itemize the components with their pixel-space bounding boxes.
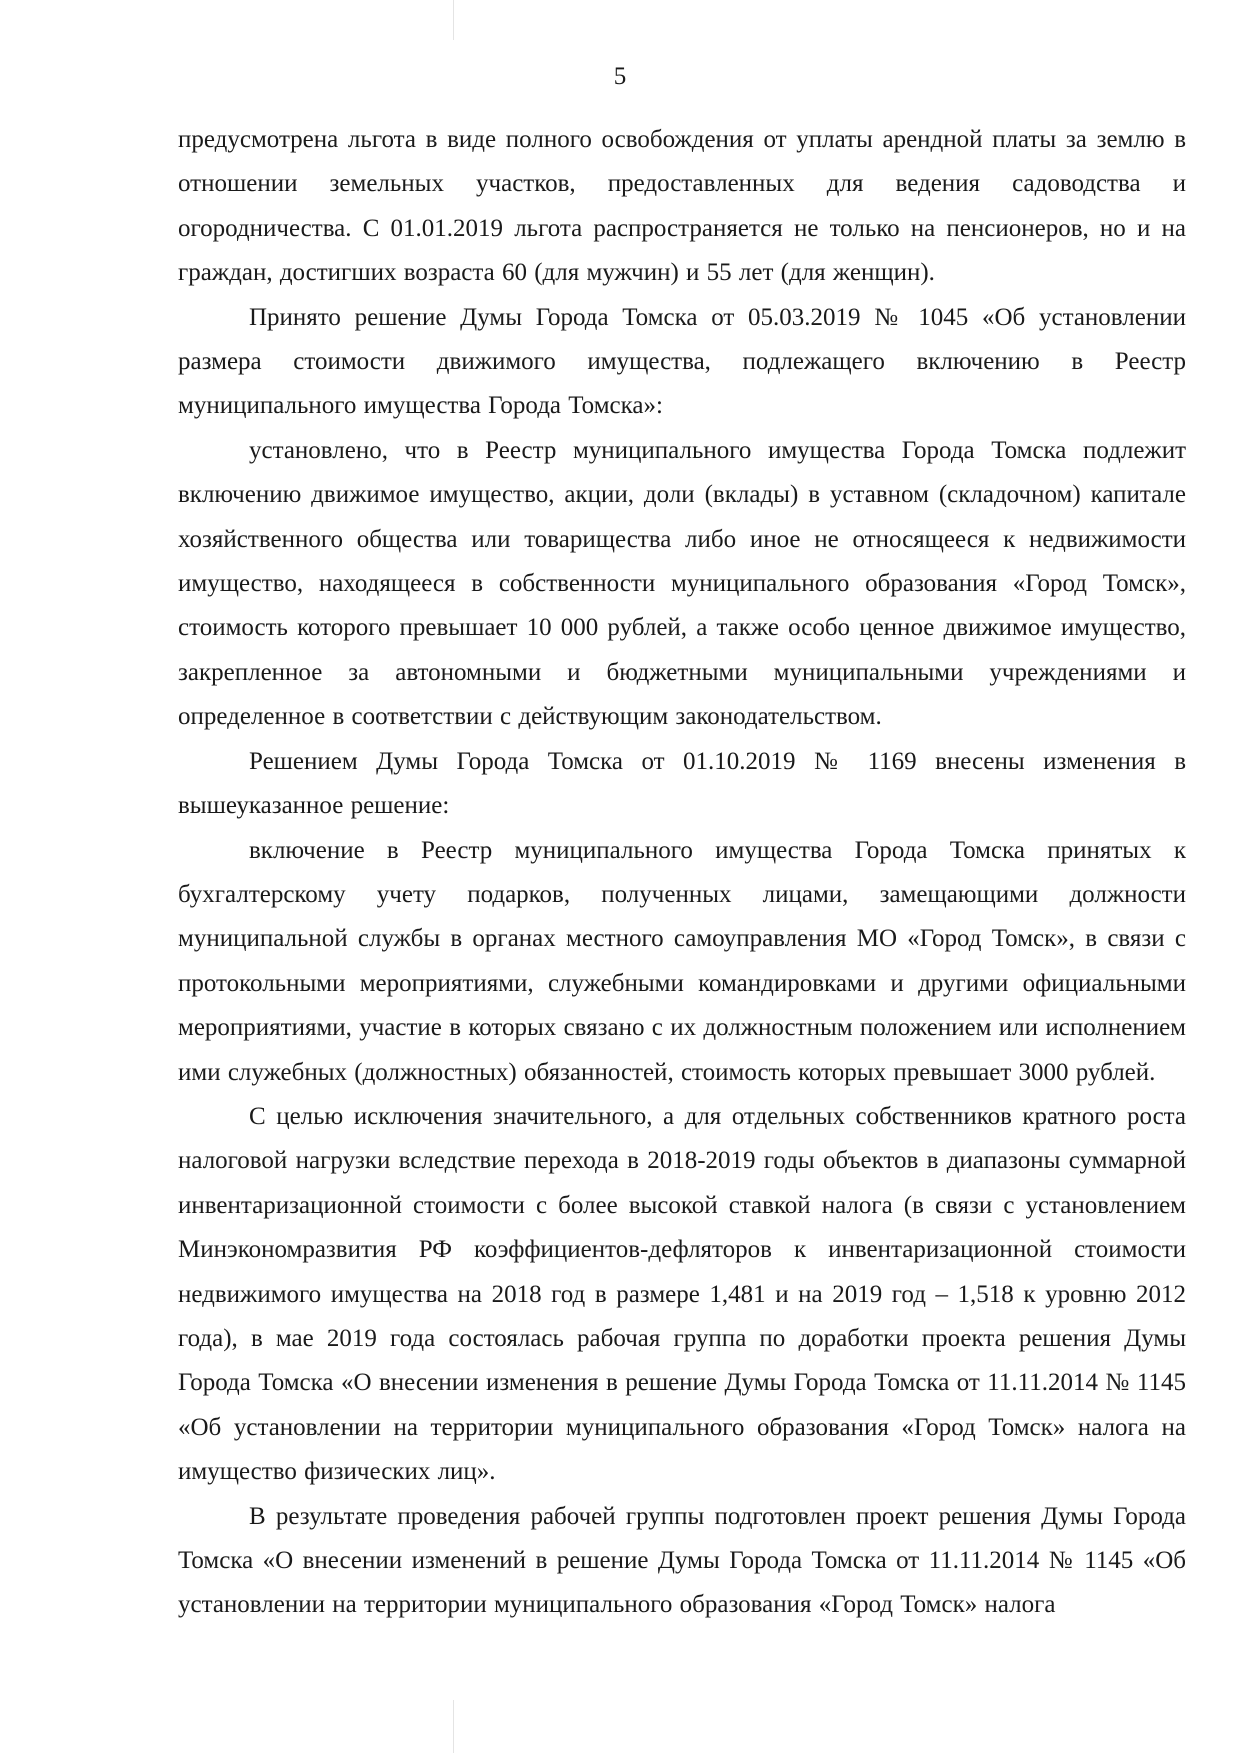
paragraph-registry-rules: установлено, что в Реестр муниципального имущества Города Томска подлежит включению движимое имущество, акции, доли (вклады) в уставном (складочном) капитале хозяйственного общества или товарищества либо иное не относящееся к недвижимости имущество, находящееся в собственности муниципального образования «Город Томск», стоимость которого превышает 10 000 рублей, а также особо ценное движимое имущество, закрепленное за автономными и бюджетными муниципальными учреждениями и определенное в соответствии с действующим законодательством. bbox=[178, 436, 1186, 731]
page-number: 5 bbox=[613, 63, 627, 90]
paragraph-benefit-continuation: предусмотрена льгота в виде полного освобождения от уплаты арендной платы за землю в отношении земельных участков, предоставленных для ведения садоводства и огородничества. С 01.01.2019 льгота распространяется не только на пенсионеров, но и на граждан, достигших возраста 60 (для мужчин) и 55 лет (для женщин). bbox=[178, 126, 1186, 287]
paragraph-tax-burden: С целью исключения значительного, а для отдельных собственников кратного роста налоговой нагрузки вследствие перехода в 2018-2019 годы объектов в диапазоны суммарной инвентаризационной стоимости с более высокой ставкой налога (в связи с установлением Минэкономразвития РФ коэффициентов-дефляторов к инвентаризационной стоимости недвижимого имущества на 2018 год в размере 1,481 и на 2019 год – 1,518 к уровню 2012 года), в мае 2019 года состоялась рабочая группа по доработки проекта решения Думы Города Томска «О внесении изменения в решение Думы Города Томска от 11.11.2014 № 1145 «Об установлении на территории муниципального образования «Город Томск» налога на имущество физических лиц». bbox=[178, 1102, 1186, 1486]
document-body bbox=[178, 118, 1186, 1628]
paragraph-working-group-result: В результате проведения рабочей группы подготовлен проект решения Думы Города Томска «О внесении изменений в решение Думы Города Томска от 11.11.2014 № 1145 «Об установлении на территории муниципального образования «Город Томск» налога bbox=[178, 1502, 1186, 1619]
scan-artifact bbox=[453, 0, 454, 40]
paragraph-gifts-inclusion: включение в Реестр муниципального имущества Города Томска принятых к бухгалтерскому учету подарков, полученных лицами, замещающими должности муниципальной службы в органах местного самоуправления МО «Город Томск», в связи с протокольными мероприятиями, служебными командировками и другими официальными мероприятиями, участие в которых связано с их должностным положением или исполнением ими служебных (должностных) обязанностей, стоимость которых превышает 3000 рублей. bbox=[178, 836, 1186, 1086]
scan-artifact bbox=[453, 1700, 454, 1753]
paragraph-decision-1169: Решением Думы Города Томска от 01.10.2019 № 1169 внесены изменения в вышеуказанное решение: bbox=[178, 747, 1186, 820]
paragraph-decision-1045: Принято решение Думы Города Томска от 05.03.2019 № 1045 «Об установлении размера стоимости движимого имущества, подлежащего включению в Реестр муниципального имущества Города Томска»: bbox=[178, 303, 1186, 420]
